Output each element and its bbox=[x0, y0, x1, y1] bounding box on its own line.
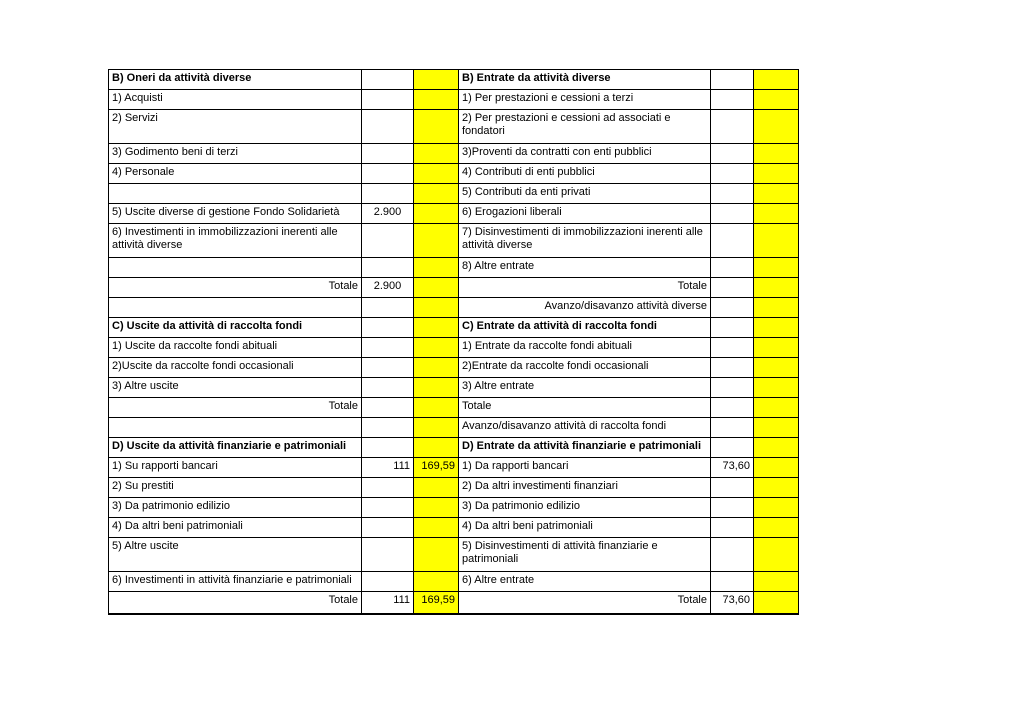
income-label: 3)Proventi da contratti con enti pubblici bbox=[459, 144, 711, 164]
expense-label bbox=[109, 418, 362, 438]
table-row bbox=[109, 144, 799, 164]
table-row bbox=[109, 592, 799, 614]
income-value-current bbox=[711, 318, 754, 338]
table-row bbox=[109, 358, 799, 378]
income-label: 4) Contributi di enti pubblici bbox=[459, 164, 711, 184]
income-label: 3) Altre entrate bbox=[459, 378, 711, 398]
expense-value-previous: 169,59 bbox=[414, 592, 459, 614]
income-value-previous bbox=[754, 204, 799, 224]
expense-label: 1) Su rapporti bancari bbox=[109, 458, 362, 478]
income-label: D) Entrate da attività finanziarie e patrimoniali bbox=[459, 438, 711, 458]
expense-value-current bbox=[362, 378, 414, 398]
income-value-previous bbox=[754, 110, 799, 144]
expense-value-current bbox=[362, 70, 414, 90]
expense-value-current bbox=[362, 110, 414, 144]
expense-value-current bbox=[362, 572, 414, 592]
income-value-previous bbox=[754, 378, 799, 398]
expense-label: C) Uscite da attività di raccolta fondi bbox=[109, 318, 362, 338]
income-value-current bbox=[711, 184, 754, 204]
income-value-current bbox=[711, 90, 754, 110]
income-value-previous bbox=[754, 572, 799, 592]
expense-label: 5) Uscite diverse di gestione Fondo Solidarietà bbox=[109, 204, 362, 224]
table-row bbox=[109, 278, 799, 298]
income-value-current bbox=[711, 224, 754, 258]
expense-label: 2) Servizi bbox=[109, 110, 362, 144]
expense-label: 3) Altre uscite bbox=[109, 378, 362, 398]
income-label: Totale bbox=[459, 592, 711, 614]
income-value-current bbox=[711, 298, 754, 318]
expense-label: 2)Uscite da raccolte fondi occasionali bbox=[109, 358, 362, 378]
expense-label: 2) Su prestiti bbox=[109, 478, 362, 498]
income-value-previous bbox=[754, 278, 799, 298]
income-label: 2) Da altri investimenti finanziari bbox=[459, 478, 711, 498]
income-label: Avanzo/disavanzo attività di raccolta fondi bbox=[459, 418, 711, 438]
income-value-previous bbox=[754, 318, 799, 338]
expense-value-current bbox=[362, 338, 414, 358]
expense-value-previous bbox=[414, 378, 459, 398]
income-value-previous bbox=[754, 184, 799, 204]
table-row bbox=[109, 204, 799, 224]
income-value-current bbox=[711, 498, 754, 518]
expense-value-current bbox=[362, 164, 414, 184]
expense-value-current bbox=[362, 298, 414, 318]
expense-value-current bbox=[362, 538, 414, 572]
income-label: 7) Disinvestimenti di immobilizzazioni inerenti alle attività diverse bbox=[459, 224, 711, 258]
expense-value-current bbox=[362, 224, 414, 258]
income-label: 5) Disinvestimenti di attività finanziarie e patrimoniali bbox=[459, 538, 711, 572]
expense-value-current: 2.900 bbox=[362, 278, 414, 298]
expense-value-previous bbox=[414, 278, 459, 298]
income-value-current bbox=[711, 478, 754, 498]
income-value-current bbox=[711, 70, 754, 90]
expense-label: 5) Altre uscite bbox=[109, 538, 362, 572]
table-row bbox=[109, 90, 799, 110]
rendiconto-table bbox=[108, 69, 799, 615]
expense-value-current bbox=[362, 478, 414, 498]
table-row bbox=[109, 418, 799, 438]
expense-value-previous bbox=[414, 90, 459, 110]
income-value-current bbox=[711, 358, 754, 378]
income-value-current bbox=[711, 438, 754, 458]
income-label: 3) Da patrimonio edilizio bbox=[459, 498, 711, 518]
income-label: 6) Erogazioni liberali bbox=[459, 204, 711, 224]
expense-label: 3) Godimento beni di terzi bbox=[109, 144, 362, 164]
income-value-previous bbox=[754, 498, 799, 518]
income-value-previous bbox=[754, 338, 799, 358]
rendiconto-body bbox=[109, 70, 799, 614]
income-label: C) Entrate da attività di raccolta fondi bbox=[459, 318, 711, 338]
income-label: B) Entrate da attività diverse bbox=[459, 70, 711, 90]
expense-value-current bbox=[362, 438, 414, 458]
table-row bbox=[109, 184, 799, 204]
expense-value-current bbox=[362, 418, 414, 438]
table-row bbox=[109, 438, 799, 458]
income-value-current bbox=[711, 110, 754, 144]
income-value-previous bbox=[754, 224, 799, 258]
income-label: 2) Per prestazioni e cessioni ad associati e fondatori bbox=[459, 110, 711, 144]
income-value-current bbox=[711, 278, 754, 298]
expense-value-previous bbox=[414, 164, 459, 184]
income-label: 4) Da altri beni patrimoniali bbox=[459, 518, 711, 538]
expense-label: 4) Da altri beni patrimoniali bbox=[109, 518, 362, 538]
income-label: 5) Contributi da enti privati bbox=[459, 184, 711, 204]
income-label: 8) Altre entrate bbox=[459, 258, 711, 278]
expense-value-previous bbox=[414, 258, 459, 278]
expense-value-previous bbox=[414, 398, 459, 418]
expense-value-previous bbox=[414, 518, 459, 538]
expense-value-current bbox=[362, 518, 414, 538]
expense-value-previous bbox=[414, 224, 459, 258]
expense-value-previous bbox=[414, 438, 459, 458]
expense-label bbox=[109, 184, 362, 204]
expense-value-current bbox=[362, 258, 414, 278]
income-value-previous bbox=[754, 458, 799, 478]
expense-label: Totale bbox=[109, 278, 362, 298]
expense-value-current bbox=[362, 358, 414, 378]
table-row bbox=[109, 478, 799, 498]
table-row bbox=[109, 572, 799, 592]
expense-value-previous bbox=[414, 144, 459, 164]
income-label: Totale bbox=[459, 278, 711, 298]
expense-value-previous bbox=[414, 204, 459, 224]
expense-label: D) Uscite da attività finanziarie e patrimoniali bbox=[109, 438, 362, 458]
expense-value-current bbox=[362, 498, 414, 518]
income-value-previous bbox=[754, 90, 799, 110]
expense-label: 1) Acquisti bbox=[109, 90, 362, 110]
expense-label: Totale bbox=[109, 398, 362, 418]
income-value-previous bbox=[754, 70, 799, 90]
expense-value-previous bbox=[414, 418, 459, 438]
income-value-current bbox=[711, 338, 754, 358]
expense-label: 1) Uscite da raccolte fondi abituali bbox=[109, 338, 362, 358]
income-value-previous bbox=[754, 164, 799, 184]
income-value-current bbox=[711, 204, 754, 224]
table-row bbox=[109, 498, 799, 518]
table-row bbox=[109, 258, 799, 278]
table-row bbox=[109, 398, 799, 418]
expense-value-current: 2.900 bbox=[362, 204, 414, 224]
expense-value-previous bbox=[414, 538, 459, 572]
expense-value-current bbox=[362, 398, 414, 418]
expense-value-previous bbox=[414, 318, 459, 338]
expense-label: 4) Personale bbox=[109, 164, 362, 184]
income-label: 1) Da rapporti bancari bbox=[459, 458, 711, 478]
expense-value-previous bbox=[414, 478, 459, 498]
income-value-previous bbox=[754, 298, 799, 318]
income-value-current bbox=[711, 538, 754, 572]
expense-value-previous bbox=[414, 110, 459, 144]
expense-value-previous bbox=[414, 70, 459, 90]
expense-label: 6) Investimenti in attività finanziarie e patrimoniali bbox=[109, 572, 362, 592]
income-label: 1) Per prestazioni e cessioni a terzi bbox=[459, 90, 711, 110]
table-row bbox=[109, 378, 799, 398]
expense-value-previous bbox=[414, 338, 459, 358]
income-label: Avanzo/disavanzo attività diverse bbox=[459, 298, 711, 318]
income-label: 2)Entrate da raccolte fondi occasionali bbox=[459, 358, 711, 378]
expense-value-current: 111 bbox=[362, 592, 414, 614]
income-value-previous bbox=[754, 418, 799, 438]
income-value-previous bbox=[754, 538, 799, 572]
income-value-previous bbox=[754, 398, 799, 418]
income-label: 1) Entrate da raccolte fondi abituali bbox=[459, 338, 711, 358]
expense-label bbox=[109, 298, 362, 318]
income-value-previous bbox=[754, 438, 799, 458]
table-row bbox=[109, 224, 799, 258]
expense-value-previous bbox=[414, 498, 459, 518]
income-value-current bbox=[711, 572, 754, 592]
income-value-current bbox=[711, 144, 754, 164]
table-row bbox=[109, 538, 799, 572]
income-value-current bbox=[711, 398, 754, 418]
income-value-previous bbox=[754, 144, 799, 164]
expense-label: 3) Da patrimonio edilizio bbox=[109, 498, 362, 518]
income-value-previous bbox=[754, 478, 799, 498]
income-value-current bbox=[711, 518, 754, 538]
expense-value-previous bbox=[414, 572, 459, 592]
income-value-current bbox=[711, 378, 754, 398]
income-value-previous bbox=[754, 592, 799, 614]
expense-value-current bbox=[362, 144, 414, 164]
income-value-previous bbox=[754, 258, 799, 278]
expense-label: B) Oneri da attività diverse bbox=[109, 70, 362, 90]
expense-value-current bbox=[362, 318, 414, 338]
income-value-previous bbox=[754, 358, 799, 378]
table-row bbox=[109, 338, 799, 358]
table-row bbox=[109, 164, 799, 184]
expense-value-current bbox=[362, 90, 414, 110]
expense-label: Totale bbox=[109, 592, 362, 614]
income-label: Totale bbox=[459, 398, 711, 418]
table-row bbox=[109, 518, 799, 538]
expense-value-previous bbox=[414, 184, 459, 204]
expense-value-current: 111 bbox=[362, 458, 414, 478]
expense-value-previous bbox=[414, 298, 459, 318]
expense-label: 6) Investimenti in immobilizzazioni inerenti alle attività diverse bbox=[109, 224, 362, 258]
income-value-current bbox=[711, 164, 754, 184]
expense-label bbox=[109, 258, 362, 278]
table-row bbox=[109, 318, 799, 338]
table-row bbox=[109, 70, 799, 90]
table-row bbox=[109, 110, 799, 144]
income-value-current: 73,60 bbox=[711, 458, 754, 478]
income-label: 6) Altre entrate bbox=[459, 572, 711, 592]
income-value-current bbox=[711, 258, 754, 278]
table-row bbox=[109, 458, 799, 478]
expense-value-previous: 169,59 bbox=[414, 458, 459, 478]
income-value-previous bbox=[754, 518, 799, 538]
income-value-current bbox=[711, 418, 754, 438]
expense-value-current bbox=[362, 184, 414, 204]
table-row bbox=[109, 298, 799, 318]
expense-value-previous bbox=[414, 358, 459, 378]
income-value-current: 73,60 bbox=[711, 592, 754, 614]
